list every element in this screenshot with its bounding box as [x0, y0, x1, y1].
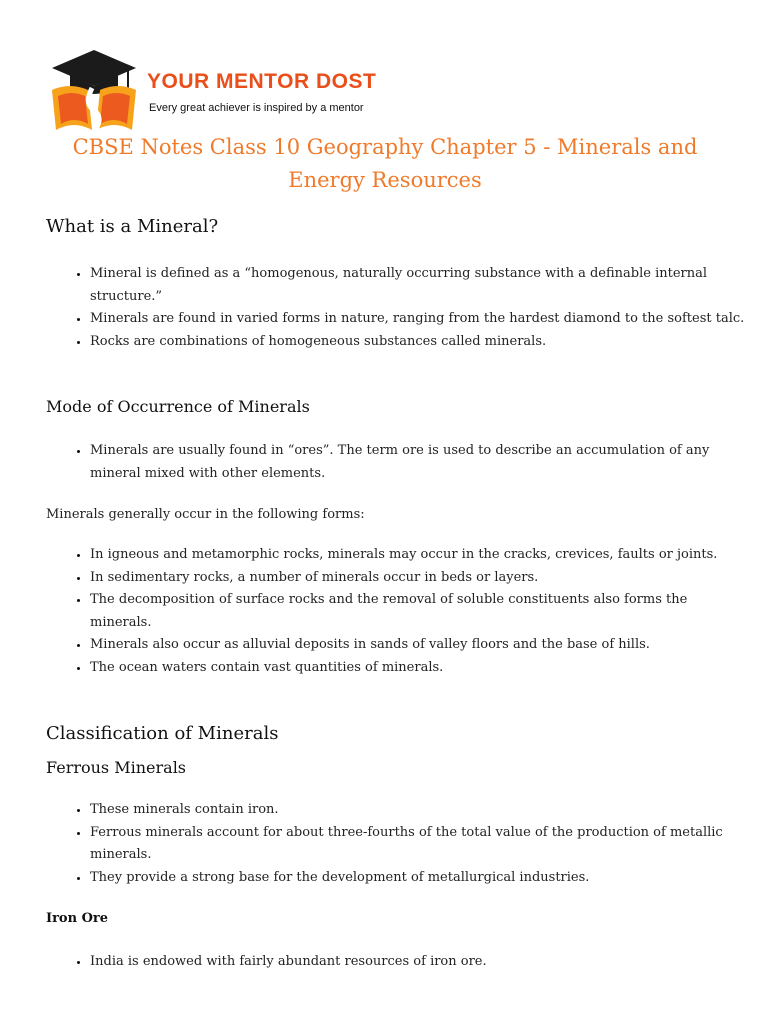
- list-item: • Minerals are usually found in “ores”. The term ore is used to describe an accumulation of any mineral mixed with other elements.: [90, 440, 750, 485]
- list-item: • The decomposition of surface rocks and the removal of soluble constituents also forms the minerals.: [90, 589, 750, 634]
- bullet-list-what-is-mineral: [62, 263, 750, 353]
- list-item: • Minerals also occur as alluvial deposits in sands of valley floors and the base of hills.: [90, 634, 750, 657]
- list-item: • Minerals are found in varied forms in nature, ranging from the hardest diamond to the softest talc.: [90, 308, 750, 331]
- graduation-cap-book-icon: [48, 44, 140, 134]
- bullet-list-forms: [62, 544, 750, 680]
- bullet-list-iron-ore: [62, 951, 750, 974]
- list-item: • They provide a strong base for the development of metallurgical industries.: [90, 867, 750, 890]
- heading-iron-ore: Iron Ore: [46, 911, 109, 926]
- paragraph-forms-intro: Minerals generally occur in the following forms:: [46, 507, 365, 522]
- list-item: • The ocean waters contain vast quantities of minerals.: [90, 657, 750, 680]
- brand-name: YOUR MENTOR DOST: [147, 70, 377, 93]
- list-item: • Rocks are combinations of homogeneous substances called minerals.: [90, 331, 750, 354]
- bullet-list-ores: [62, 440, 750, 485]
- heading-what-is-mineral: What is a Mineral?: [46, 216, 219, 237]
- list-item: • Mineral is defined as a “homogenous, naturally occurring substance with a definable internal structure.”: [90, 263, 750, 308]
- heading-classification: Classification of Minerals: [46, 723, 279, 744]
- list-item: • In igneous and metamorphic rocks, minerals may occur in the cracks, crevices, faults or joints.: [90, 544, 750, 567]
- brand-logo: [48, 44, 388, 134]
- list-item: • India is endowed with fairly abundant resources of iron ore.: [90, 951, 750, 974]
- bullet-list-ferrous: [62, 799, 750, 889]
- list-item: • Ferrous minerals account for about three-fourths of the total value of the production of metallic minerals.: [90, 822, 750, 867]
- heading-mode-of-occurrence: Mode of Occurrence of Minerals: [46, 397, 310, 416]
- brand-tagline: Every great achiever is inspired by a mentor: [149, 102, 364, 114]
- heading-ferrous-minerals: Ferrous Minerals: [46, 758, 187, 777]
- list-item: • In sedimentary rocks, a number of minerals occur in beds or layers.: [90, 567, 750, 590]
- list-item: • These minerals contain iron.: [90, 799, 750, 822]
- document-title: CBSE Notes Class 10 Geography Chapter 5 - Minerals and Energy Resources: [72, 135, 698, 192]
